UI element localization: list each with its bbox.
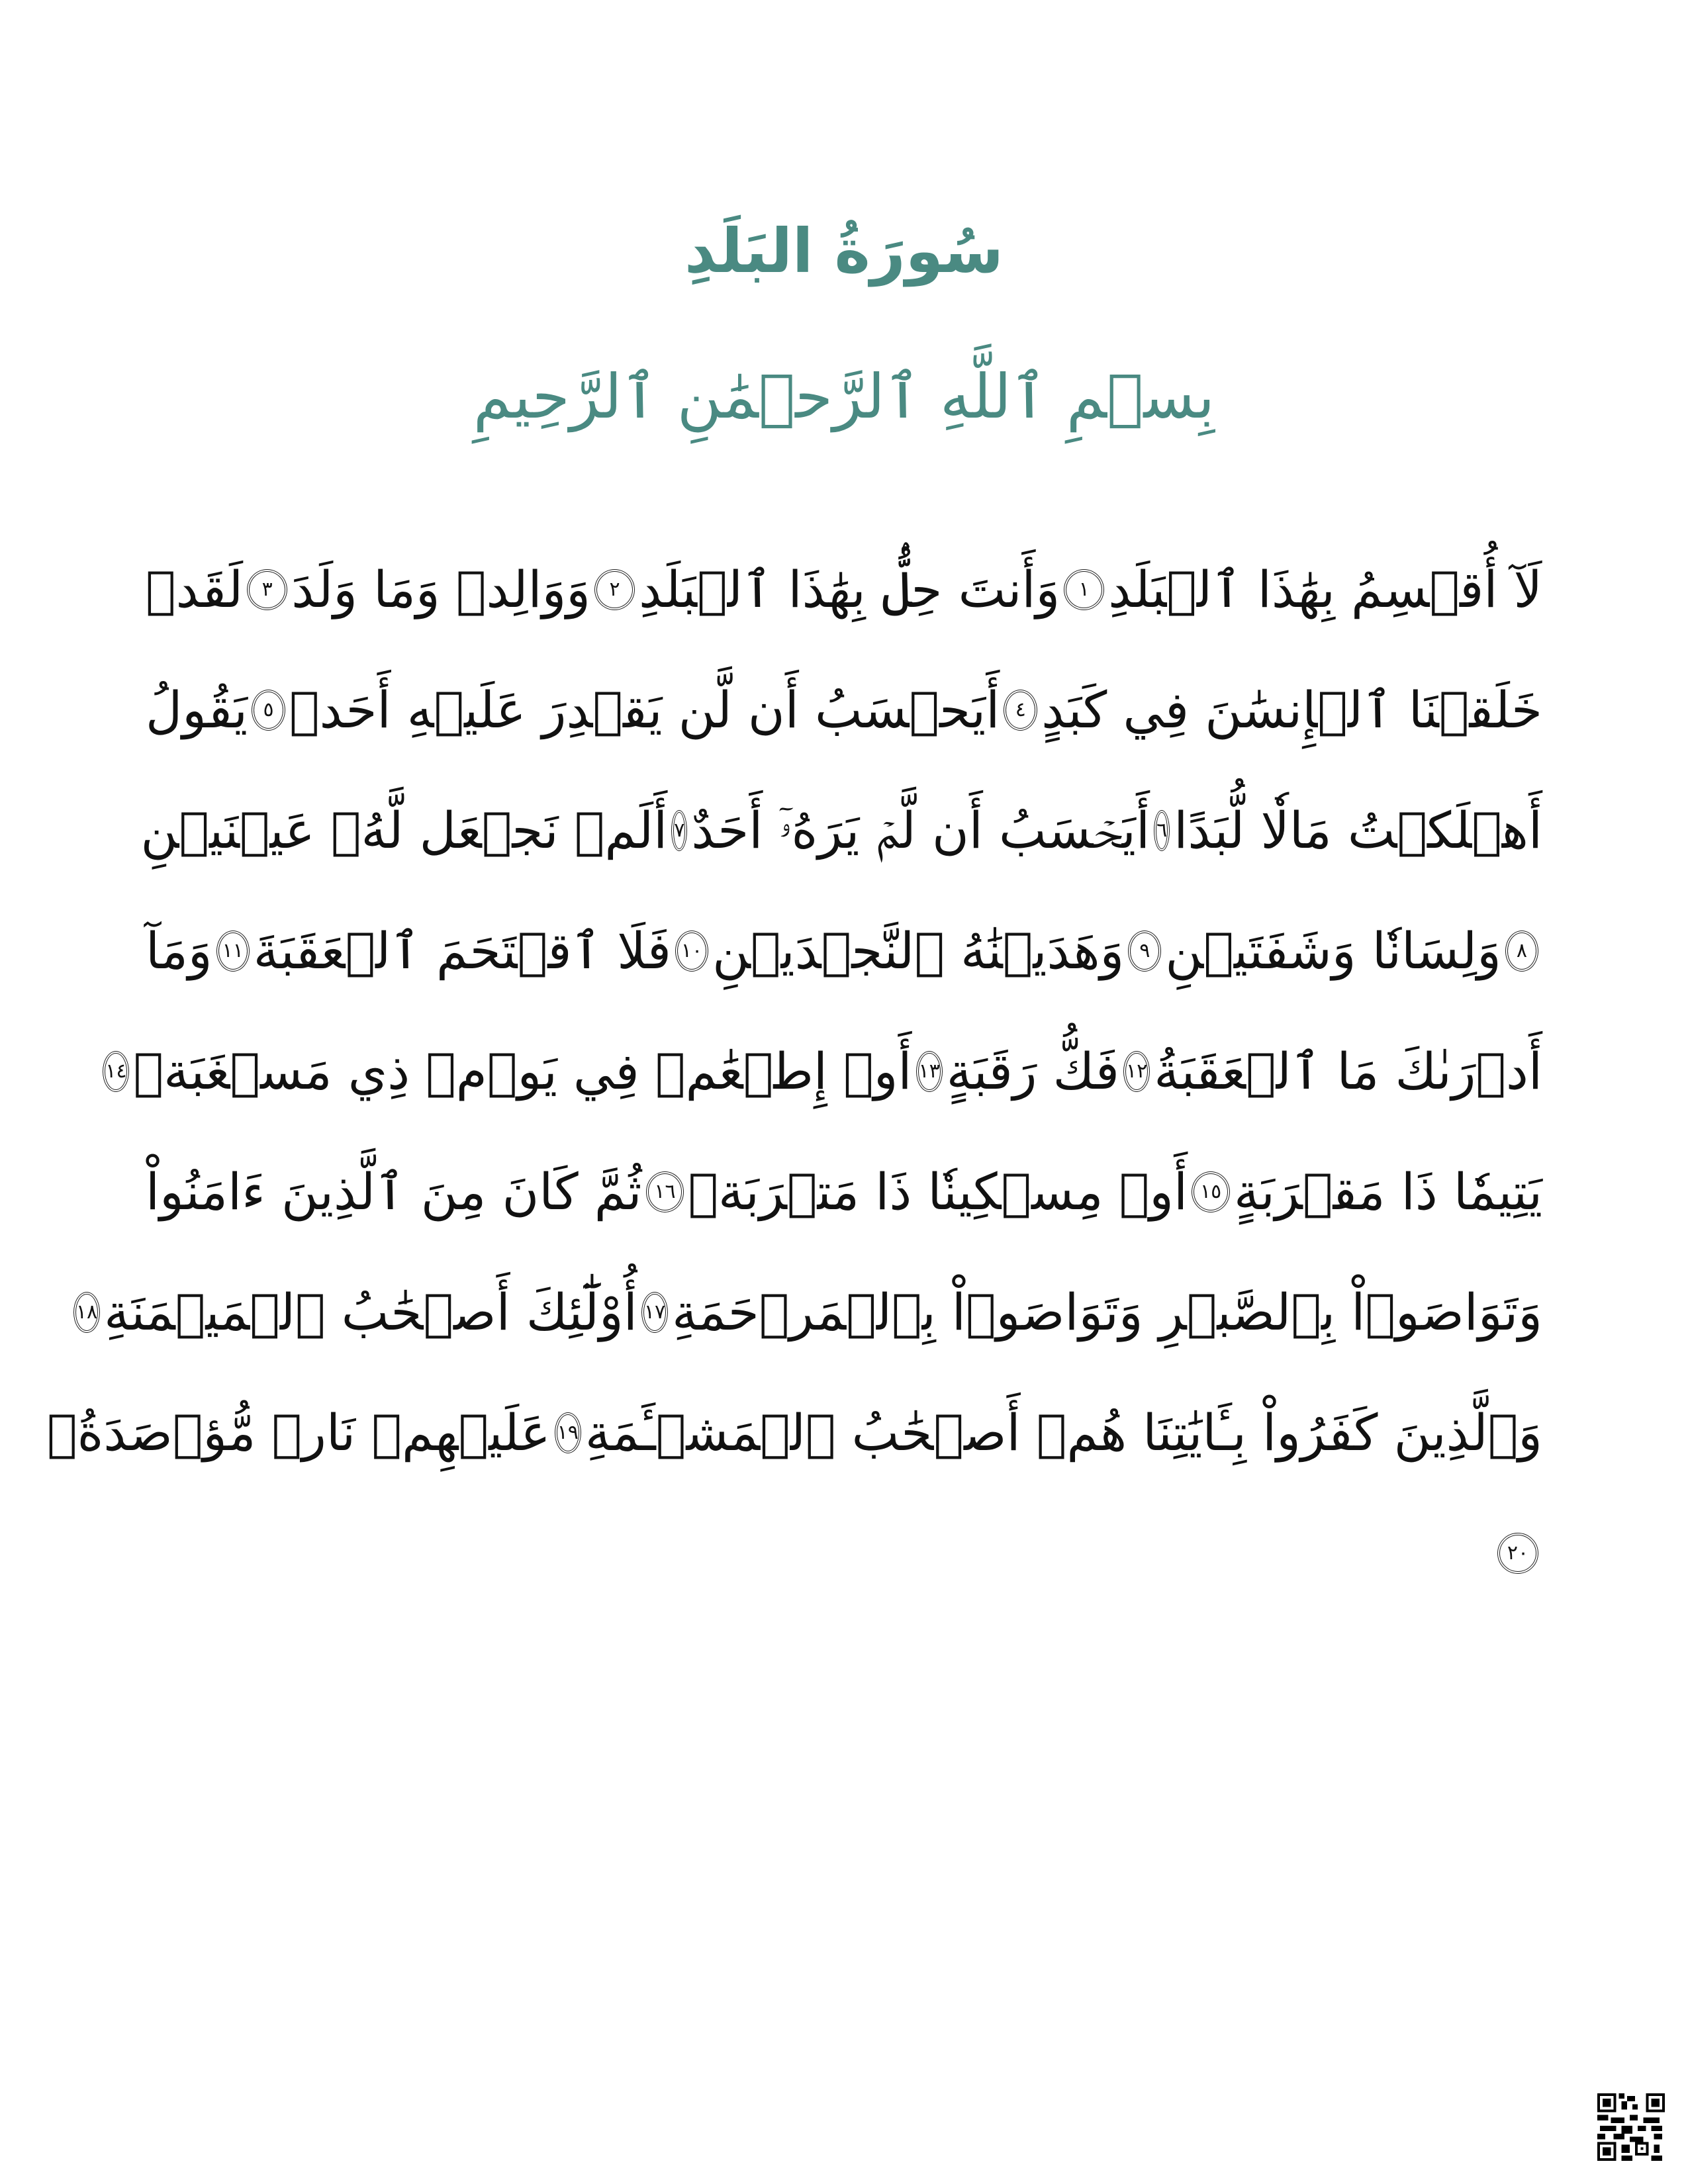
verse-text: وَتَوَاصَوۡاْ بِٱلصَّبۡرِ وَتَوَاصَوۡاْ بِٱلۡمَرۡحَمَةِ [672,1283,1542,1342]
verse-line [146,1493,1542,1614]
ayah-number-marker: ١٢ [1123,1051,1150,1092]
verse-text: أُوْلَٰٓئِكَ أَصۡحَٰبُ ٱلۡمَيۡمَنَةِ [104,1283,637,1342]
verse-text: فَلَا ٱقۡتَحَمَ ٱلۡعَقَبَةَ [253,921,671,980]
ayah-number-marker: ٩ [1128,931,1161,972]
verse-line [75,1252,1542,1373]
ayah-number-marker: ٤ [1004,690,1037,731]
basmala: بِسۡمِ ٱللَّهِ ٱلرَّحۡمَٰنِ ٱلرَّحِيمِ [473,361,1215,432]
verse-line [140,770,1542,891]
ayah-number-marker: ٦ [1154,810,1170,851]
ayah-number-marker: ٧ [671,810,687,851]
verse-text: أَوۡ مِسۡكِينٗا ذَا مَتۡرَبَةٖ [688,1162,1188,1221]
ayah-number-marker: ١٤ [103,1051,129,1092]
ayah-number-marker: ١٣ [916,1051,943,1092]
verses-body [46,529,1542,1614]
verse-text: وَلِسَانٗا وَشَفَتَيۡنِ [1165,921,1501,980]
verse-text: يَقُولُ [146,680,248,739]
ayah-number-marker: ١١ [216,931,250,972]
verse-text: يَتِيمٗا ذَا مَقۡرَبَةٍ [1234,1162,1542,1221]
ayah-number-marker: ١٥ [1192,1171,1230,1212]
verse-text: وَهَدَيۡنَٰهُ ٱلنَّجۡدَيۡنِ [712,921,1125,980]
ayah-number-marker: ١٧ [641,1292,668,1333]
verse-text: عَلَيۡهِمۡ نَارٞ مُّؤۡصَدَةُۢ [46,1403,551,1462]
ayah-number-marker: ٣ [247,569,287,610]
verse-line [105,1011,1542,1132]
verse-text: لَآ أُقۡسِمُ بِهَٰذَا ٱلۡبَلَدِ [1108,560,1542,619]
verse-text: أَوۡ إِطۡعَٰمٞ فِي يَوۡمٖ ذِي مَسۡغَبَةٖ [133,1042,912,1101]
verse-text: وَوَالِدٖ وَمَا وَلَدَ [291,560,591,619]
ayah-number-marker: ٥ [252,690,285,731]
verse-text: وَأَنتَ حِلُّۢ بِهَٰذَا ٱلۡبَلَدِ [639,560,1060,619]
surah-title: سُورَةُ البَلَدِ [684,216,1004,287]
verse-text: أَيَحۡسَبُ أَن لَّن يَقۡدِرَ عَلَيۡهِ أَحَدٞ [289,680,1000,739]
ayah-number-marker: ٢٠ [1497,1533,1538,1574]
verse-text: خَلَقۡنَا ٱلۡإِنسَٰنَ فِي كَبَدٍ [1041,680,1542,739]
verse-text: أَهۡلَكۡتُ مَالٗا لُّبَدًا [1174,801,1542,860]
verse-text: أَيَحۡسَبُ أَن لَّمۡ يَرَهُۥٓ أَحَدٌ [691,801,1150,860]
verse-line [146,529,1542,650]
verse-text: أَدۡرَىٰكَ مَا ٱلۡعَقَبَةُ [1154,1042,1542,1101]
ayah-number-marker: ١ [1064,569,1104,610]
verse-line [146,891,1542,1011]
ayah-number-marker: ١٩ [555,1412,581,1453]
ayah-number-marker: ١٠ [675,931,708,972]
verse-line [146,1132,1542,1252]
ayah-number-marker: ٨ [1505,931,1538,972]
ayah-number-marker: ١٦ [646,1171,684,1212]
verse-line [146,650,1542,770]
verse-text: وَمَآ [146,921,212,980]
ayah-number-marker: ٢ [594,569,635,610]
verse-line [46,1373,1542,1493]
qr-code[interactable] [1597,2093,1665,2161]
verse-text: أَلَمۡ نَجۡعَل لَّهُۥ عَيۡنَيۡنِ [140,801,668,860]
verse-text: وَٱلَّذِينَ كَفَرُواْ بِـَٔايَٰتِنَا هُمۡ أَصۡحَٰبُ ٱلۡمَشۡـَٔمَةِ [585,1403,1542,1462]
verse-text: ثُمَّ كَانَ مِنَ ٱلَّذِينَ ءَامَنُواْ [146,1162,642,1221]
verse-text: لَقَدۡ [146,560,244,619]
verse-text: فَكُّ رَقَبَةٍ [946,1042,1120,1101]
ayah-number-marker: ١٨ [73,1292,100,1333]
